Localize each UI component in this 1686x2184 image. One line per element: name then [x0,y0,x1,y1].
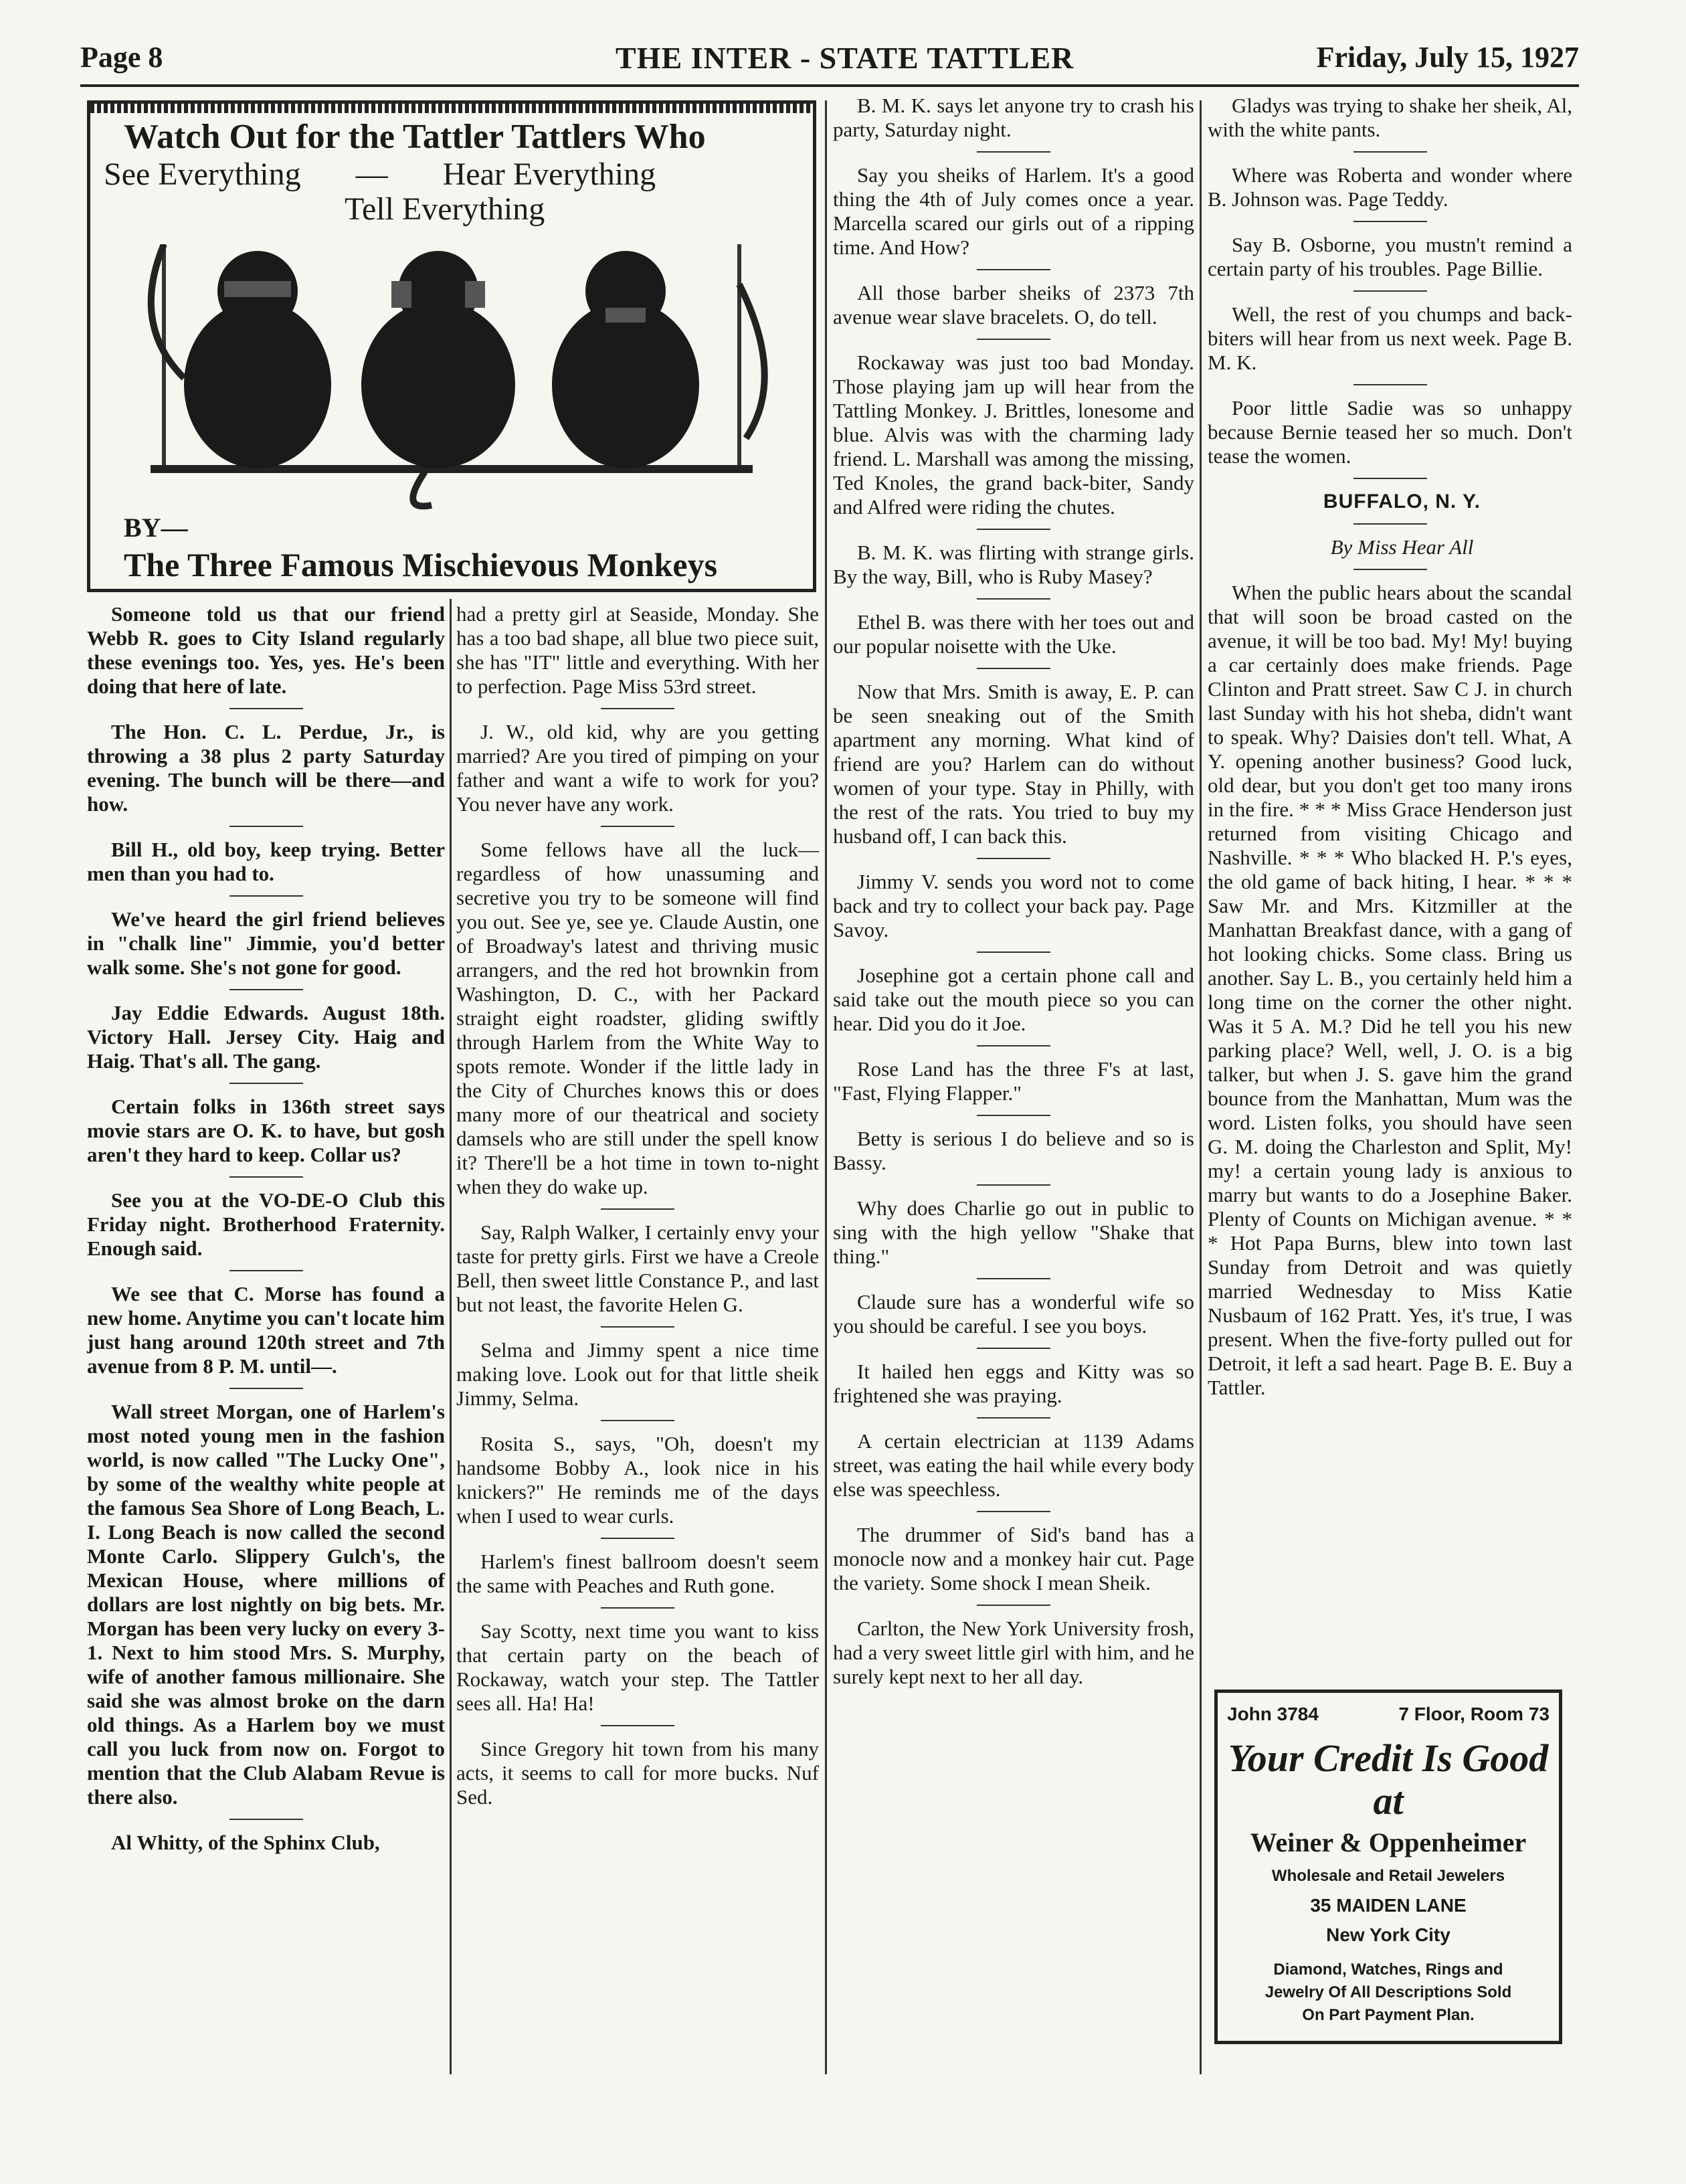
item-separator [229,895,303,897]
item-separator [977,951,1050,953]
banner-byline-title: The Three Famous Mischievous Monkeys [124,546,718,583]
item-separator [601,1326,674,1328]
monkey-hear-no-evil [361,251,515,468]
column-banner [87,100,816,592]
item-separator [229,1270,303,1271]
monkey-speak-no-evil [552,251,699,468]
item-separator [977,1278,1050,1279]
item-separator [977,1511,1050,1512]
gossip-item: Claude sure has a wonderful wife so you should be careful. I see you boys. [833,1290,1194,1338]
ad-company: Weiner & Oppenheimer [1250,1827,1527,1857]
gossip-item: We've heard the girl friend believes in "chalk line" Jimmie, you'd better walk some. She's not gone for good. [87,907,445,979]
gossip-item: Some fellows have all the luck—regardless of how unassuming and secretive you try to be someone will find you out. See ye, see ye. Claude Austin, one of Broadway's latest and thriving music arrangers, and the red hot brownkin from Washington, D. C., with her Packard straight eight roadster, gliding swiftly through Harlem from the White Way to spots remote. Wonder if the little lady in the City of Churches knows this or does many more of our theatrical and society damsels who are still under the spell know it? There'll be a hot time in town to-night when they do wake up. [456,838,819,1198]
gossip-item: Rosita S., says, "Oh, doesn't my handsome Bobby A., look nice in his knickers?" He reminds me of the days when I used to wear curls. [456,1432,819,1528]
gossip-item: See you at the VO-DE-O Club this Friday night. Brotherhood Fraternity. Enough said. [87,1188,445,1260]
ad-room: 7 Floor, Room 73 [1398,1704,1550,1724]
gossip-item: A certain electrician at 1139 Adams street, was eating the hail while every body else was speechless. [833,1429,1194,1501]
item-separator [229,1176,303,1178]
item-separator [977,598,1050,600]
buffalo-heading: BUFFALO, N. Y. [1323,490,1481,513]
item-separator [977,1184,1050,1186]
item-separator [1353,151,1427,153]
gossip-column-2 [456,602,819,1819]
item-separator [977,1417,1050,1419]
banner-border-ornament [90,104,813,113]
item-separator [1353,384,1427,385]
gossip-item: Carlton, the New York University frosh, had a very sweet little girl with him, and he surely kept next to her all day. [833,1617,1194,1688]
buffalo-report: When the public hears about the scandal that will soon be broad casted on the avenue, it will be too bad. My! My! buying a car certainly does make friends. Page Clinton and Pratt street. Saw C J. in church last Sunday with his hot sheba, didn't want to speak. Why? Daisies don't tell. What, A Y. opening another business? Good luck, old dear, but you don't get too many irons in the fire. * * * Miss Grace Henderson just returned from visiting Chicago and Nashville. * * * Who blacked H. P.'s eyes, the old game of back hiting, I hear. * * * Saw Mr. and Mrs. Kitzmiller at the Manhattan Breakfast dance, with a gang of hot looking chicks. Some class. Bring us another. Say L. B., you certainly held him a long time on the corner the other night. Was it 5 A. M.? Did he tell you his new parking place? Well, well, J. O. is a big talker, but when J. S. gave him the grand bounce from the Manhattan, Mum was the word. Listen folks, you should have seen G. M. doing the Charleston and Split, My! my! a certain young lady is anxious to marry but wants to do a Josephine Baker. Plenty of Counts on Michigan avenue. * * * Hot Papa Burns, blew into town last Sunday from Detroit and was quietly married Wednesday to Miss Katie Nusbaum of 162 Pratt. Yes, it's true, I was present. When the five-forty pulled out for Detroit, it left a sad heart. Page B. E. Buy a Tattler. [1208,581,1572,1399]
item-separator [1353,290,1427,292]
item-separator [601,1725,674,1726]
item-separator [977,858,1050,859]
item-separator [977,1115,1050,1116]
gossip-item: Rockaway was just too bad Monday. Those playing jam up will hear from the Tattling Monkey. J. Brittles, lonesome and blue. Alvis was with the charming lady friend. L. Marshall was among the missing, Ted Knoles, the grand back-biter, Sandy and Alfred were riding the chutes. [833,351,1194,519]
gossip-item: The Hon. C. L. Perdue, Jr., is throwing a 38 plus 2 party Saturday evening. The bunch will be there—and how. [87,720,445,816]
gossip-item: Someone told us that our friend Webb R. goes to City Island regularly these evenings too. Yes, yes. He's been doing that here of late. [87,602,445,698]
gossip-item: Josephine got a certain phone call and said take out the mouth piece so you can hear. Did you do it Joe. [833,964,1194,1035]
gossip-item: Wall street Morgan, one of Harlem's most noted young men in the fashion world, is now called "The Lucky One", by some of the wealthy white people at the famous Sea Shore of Long Beach, L. I. Long Beach is now called the second Monte Carlo. Slippery Gulch's, the Mexican House, where millions of dollars are lost nightly on big bets. Mr. Morgan has been very lucky on every 3-1. Next to him stood Mrs. S. Murphy, wife of another famous millionaire. She said she was almost broke on the darn old things. As a Harlem boy we must call you luck from now on. Forgot to mention that the Club Alabam Revue is there also. [87,1400,445,1809]
column-rule [825,100,827,2074]
banner-see: See Everything [104,157,301,192]
ad-address-street: 35 MAIDEN LANE [1310,1895,1467,1916]
gossip-item: Betty is serious I do believe and so is Bassy. [833,1127,1194,1174]
ad-phone: John 3784 [1227,1704,1319,1724]
masthead-rule [80,84,1579,87]
item-separator [1353,478,1427,479]
gossip-item: Since Gregory hit town from his many acts, it seems to call for more bucks. Nuf Sed. [456,1737,819,1809]
gossip-item: Bill H., old boy, keep trying. Better men than you had to. [87,838,445,885]
gossip-item: Say Scotty, next time you want to kiss that certain party on the beach of Rockaway, watch your step. The Tattler sees all. Ha! Ha! [456,1619,819,1715]
gossip-item: Why does Charlie go out in public to sing with the high yellow "Shake that thing." [833,1196,1194,1268]
page-number: Page 8 [80,41,163,74]
banner-heading: Watch Out for the Tattler Tattlers Who [124,118,706,156]
gossip-item: It hailed hen eggs and Kitty was so frightened she was praying. [833,1360,1194,1407]
item-separator [977,529,1050,530]
gossip-item: Where was Roberta and wonder where B. Johnson was. Page Teddy. [1208,163,1572,211]
buffalo-byline: By Miss Hear All [1330,535,1474,559]
ad-goods: Jewelry Of All Descriptions Sold [1264,1983,1512,2001]
ad-contact-row [1227,1704,1550,1725]
gossip-item: We see that C. Morse has found a new home. Anytime you can't locate him just hang around 120th street and 7th avenue from 8 P. M. until—. [87,1282,445,1378]
gossip-column-4 [1208,94,1572,1409]
column-rule [450,599,452,2074]
gossip-item: Selma and Jimmy spent a nice time making love. Look out for that little sheik Jimmy, Selma. [456,1338,819,1410]
item-separator [1353,523,1427,525]
item-separator [229,826,303,827]
masthead [80,35,1579,82]
item-separator [977,151,1050,153]
ad-trade: Wholesale and Retail Jewelers [1271,1867,1505,1885]
banner-hear: Hear Everything [442,157,656,192]
gossip-item: Gladys was trying to shake her sheik, Al, with the white pants. [1208,94,1572,141]
item-separator [1353,221,1427,222]
jeweler-advertisement [1214,1690,1562,2044]
item-separator [977,339,1050,340]
item-separator [229,1083,303,1084]
item-separator [977,269,1050,270]
item-separator [977,1348,1050,1349]
item-separator [601,1420,674,1421]
item-separator [601,1607,674,1609]
gossip-item: Say you sheiks of Harlem. It's a good thing the 4th of July comes once a year. Marcella scared our girls out of a ripping time. And How? [833,163,1194,259]
banner-by: BY— [124,513,188,543]
item-separator [229,1388,303,1389]
item-separator [601,1538,674,1539]
gossip-item: had a pretty girl at Seaside, Monday. She has a too bad shape, all blue two piece suit, she has "IT" little and everything. With her to perfection. Page Miss 53rd street. [456,602,819,698]
gossip-item: Jay Eddie Edwards. August 18th. Victory Hall. Jersey City. Haig and Haig. That's all. The gang. [87,1001,445,1073]
gossip-item: Well, the rest of you chumps and back-biters will hear from us next week. Page B. M. K. [1208,302,1572,374]
item-separator [229,989,303,990]
gossip-item: Say B. Osborne, you mustn't remind a certain party of his troubles. Page Billie. [1208,233,1572,280]
ad-slogan: Your Credit Is Good at [1228,1736,1549,1823]
gossip-item: B. M. K. was flirting with strange girls. By the way, Bill, who is Ruby Masey? [833,541,1194,588]
ad-address-city: New York City [1326,1924,1450,1945]
item-separator [601,826,674,827]
gossip-item: Rose Land has the three F's at last, "Fast, Flying Flapper." [833,1057,1194,1105]
gossip-item: Poor little Sadie was so unhappy because Bernie teased her so much. Don't tease the women. [1208,396,1572,468]
item-separator [601,1208,674,1210]
item-separator [977,1605,1050,1606]
item-separator [977,1045,1050,1046]
gossip-column-1 [87,602,445,1864]
column-rule [1200,100,1202,2074]
gossip-item: Now that Mrs. Smith is away, E. P. can be seen sneaking out of the Smith apartment any morning. What kind of friend are you? Harlem can do without women of your type. Stay in Philly, with the rest of the rats. You tried to buy my husband off, I can back this. [833,680,1194,848]
item-separator [229,1819,303,1820]
gossip-item: Al Whitty, of the Sphinx Club, [111,1831,380,1854]
banner-dash: — [355,157,388,192]
ad-goods: Diamond, Watches, Rings and [1273,1961,1503,1979]
item-separator [1353,569,1427,570]
ad-payment-plan: On Part Payment Plan. [1302,2006,1475,2024]
gossip-item: Harlem's finest ballroom doesn't seem the same with Peaches and Ruth gone. [456,1550,819,1597]
gossip-item: Certain folks in 136th street says movie stars are O. K. to have, but gosh aren't they hard to keep. Collar us? [87,1095,445,1166]
gossip-item: Say, Ralph Walker, I certainly envy your taste for pretty girls. First we have a Creole Bell, then sweet little Constance P., and last but not least, the favorite Helen G. [456,1220,819,1316]
gossip-item: The drummer of Sid's band has a monocle now and a monkey hair cut. Page the variety. Some shock I mean Sheik. [833,1523,1194,1595]
three-monkeys-illustration [144,244,813,512]
banner-tell: Tell Everything [345,191,545,227]
item-separator [601,708,674,709]
issue-date: Friday, July 15, 1927 [1316,41,1579,74]
banner-subheading [104,156,800,193]
gossip-item: J. W., old kid, why are you getting married? Are you tired of pimping on your father and want a wife to work for you? You never have any work. [456,720,819,816]
monkey-see-no-evil [184,251,331,468]
gossip-item: Jimmy V. sends you word not to come back and try to collect your back pay. Page Savoy. [833,870,1194,941]
gossip-item: Ethel B. was there with her toes out and our popular noisette with the Uke. [833,610,1194,658]
item-separator [229,708,303,709]
gossip-item: All those barber sheiks of 2373 7th avenue wear slave bracelets. O, do tell. [833,281,1194,329]
gossip-column-3 [833,94,1194,1698]
gossip-item: B. M. K. says let anyone try to crash his party, Saturday night. [833,94,1194,141]
item-separator [977,668,1050,669]
newspaper-title: THE INTER - STATE TATTLER [616,41,1074,75]
